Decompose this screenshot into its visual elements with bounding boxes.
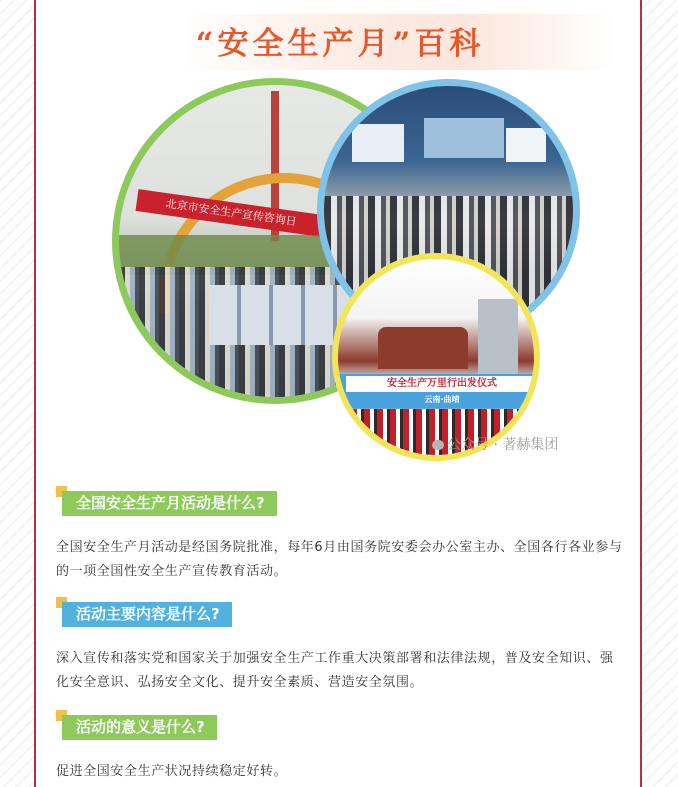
pagoda bbox=[378, 327, 468, 369]
building bbox=[478, 299, 518, 379]
section-text-meaning: 促进全国安全生产状况持续稳定好转。 bbox=[56, 764, 288, 779]
wechat-icon bbox=[432, 440, 444, 450]
screen-center bbox=[424, 118, 504, 158]
watermark-text: 公众号 · 著赫集团 bbox=[447, 437, 559, 453]
banner-text: 北京市安全生产宣传咨询日 bbox=[164, 197, 298, 229]
section-heading-label: 活动的意义是什么? bbox=[62, 715, 217, 740]
watermark bbox=[432, 434, 558, 454]
section-heading-label: 全国安全生产月活动是什么? bbox=[62, 491, 277, 516]
section-text-content: 深入宣传和落实党和国家关于加强安全生产工作重大决策部署和法律法规，普及安全知识、强化安全意识、弘扬安全文化、提升安全素质、营造安全氛围。 bbox=[56, 651, 614, 690]
section-text-what: 全国安全生产月活动是经国务院批准，每年6月由国务院安委会办公室主办、全国各行各业参与的一项全国性安全生产宣传教育活动。 bbox=[56, 540, 623, 579]
section-heading-label: 活动主要内容是什么? bbox=[62, 602, 232, 627]
photo-ceremony bbox=[332, 253, 540, 461]
ceremony-banner-text: 安全生产万里行出发仪式 bbox=[346, 376, 538, 392]
ceremony-banner bbox=[338, 374, 540, 408]
ceremony-sub-text: 云南·曲靖 bbox=[424, 395, 460, 404]
article-card bbox=[34, 0, 642, 787]
page-title: “安全生产月”百科 bbox=[195, 26, 485, 62]
screen-left bbox=[352, 124, 404, 162]
screen-right bbox=[506, 128, 546, 162]
